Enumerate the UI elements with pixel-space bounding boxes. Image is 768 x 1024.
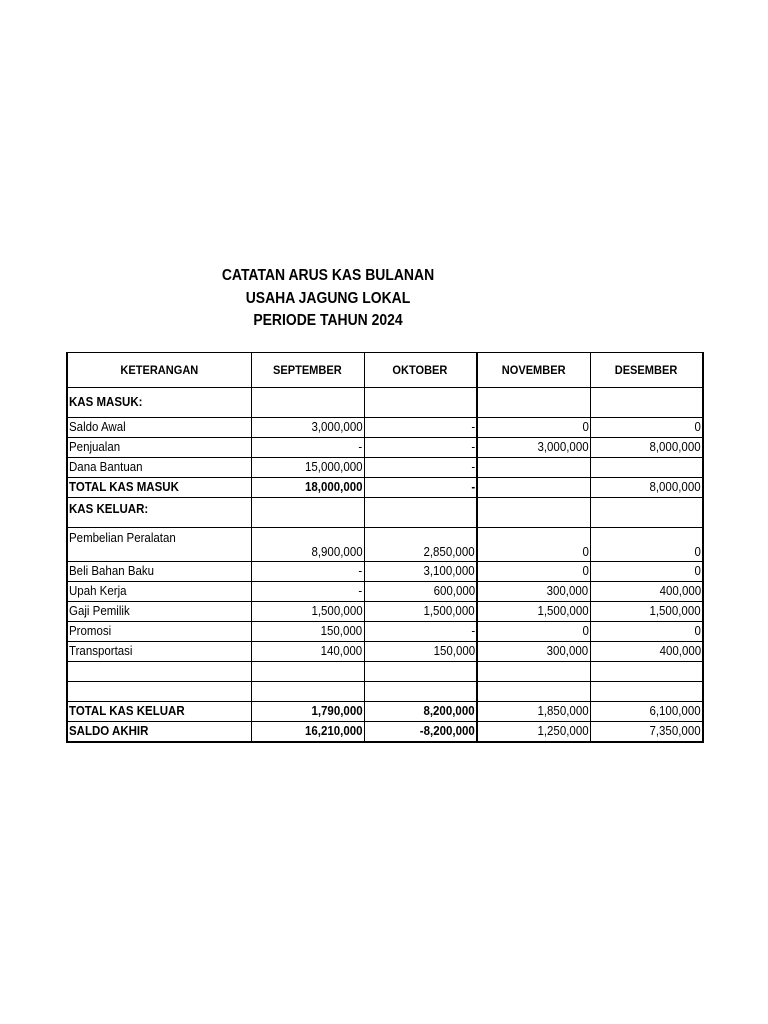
cell-value: 8,200,000 <box>364 702 477 722</box>
cell-value: 400,000 <box>590 642 703 662</box>
empty-row <box>67 682 703 702</box>
row-label: Gaji Pemilik <box>67 602 251 622</box>
section-kas-masuk <box>67 388 703 418</box>
cell-value: 0 <box>477 622 590 642</box>
cell-value: - <box>251 582 364 602</box>
cell-value: 140,000 <box>251 642 364 662</box>
cell-value: 8,900,000 <box>251 528 364 562</box>
row-label: Beli Bahan Baku <box>67 562 251 582</box>
cell-value: 1,850,000 <box>477 702 590 722</box>
cash-flow-table <box>66 352 704 743</box>
table-row <box>67 458 703 478</box>
cell-value: 16,210,000 <box>251 722 364 743</box>
row-label: Penjualan <box>67 438 251 458</box>
cell-value: 0 <box>590 622 703 642</box>
title-line-1: CATATAN ARUS KAS BULANAN <box>221 267 435 284</box>
cell-value <box>477 458 590 478</box>
section-label: KAS MASUK: <box>67 388 251 418</box>
table-row <box>67 528 703 562</box>
cell-value: - <box>364 458 477 478</box>
title-line-3: PERIODE TAHUN 2024 <box>253 312 403 329</box>
header-september: SEPTEMBER <box>251 353 364 388</box>
table-row <box>67 622 703 642</box>
section-label: KAS KELUAR: <box>67 498 251 528</box>
row-label: Saldo Awal <box>67 418 251 438</box>
row-label: TOTAL KAS MASUK <box>67 478 251 498</box>
row-label: Transportasi <box>67 642 251 662</box>
cell-value: 1,500,000 <box>590 602 703 622</box>
cell-value: - <box>364 418 477 438</box>
cell-value: 0 <box>477 562 590 582</box>
cell-value: 1,250,000 <box>477 722 590 743</box>
table-header-row <box>67 353 703 388</box>
cell-value: - <box>364 478 477 498</box>
cell-value: 300,000 <box>477 642 590 662</box>
total-kas-keluar-row <box>67 702 703 722</box>
cell-value <box>590 458 703 478</box>
cell-value: - <box>251 562 364 582</box>
cell-value: - <box>364 622 477 642</box>
cell-value: 400,000 <box>590 582 703 602</box>
cell-value <box>477 478 590 498</box>
cell-value: 18,000,000 <box>251 478 364 498</box>
cell-value: 0 <box>590 562 703 582</box>
cell-value: 3,000,000 <box>477 438 590 458</box>
cell-value: 2,850,000 <box>364 528 477 562</box>
cell-value: 6,100,000 <box>590 702 703 722</box>
table-row <box>67 438 703 458</box>
cell-value: 150,000 <box>364 642 477 662</box>
header-keterangan: KETERANGAN <box>67 353 251 388</box>
cell-value: 3,000,000 <box>251 418 364 438</box>
title-line-2: USAHA JAGUNG LOKAL <box>245 289 411 307</box>
cell-value: 7,350,000 <box>590 722 703 743</box>
row-label: Dana Bantuan <box>67 458 251 478</box>
row-label: SALDO AKHIR <box>67 722 251 743</box>
empty-row <box>67 662 703 682</box>
header-oktober: OKTOBER <box>364 353 477 388</box>
header-november: NOVEMBER <box>477 353 590 388</box>
document-title <box>92 265 564 333</box>
row-label: TOTAL KAS KELUAR <box>67 702 251 722</box>
cell-value: 0 <box>477 418 590 438</box>
row-label: Promosi <box>67 622 251 642</box>
cell-value: 1,500,000 <box>251 602 364 622</box>
table-row <box>67 418 703 438</box>
cell-value: 3,100,000 <box>364 562 477 582</box>
table-row <box>67 642 703 662</box>
total-kas-masuk-row <box>67 478 703 498</box>
cell-value: 1,790,000 <box>251 702 364 722</box>
cell-value: 0 <box>590 418 703 438</box>
cell-value: 8,000,000 <box>590 478 703 498</box>
table-row <box>67 562 703 582</box>
cell-value: - <box>364 438 477 458</box>
cell-value: 0 <box>477 528 590 562</box>
table-row <box>67 582 703 602</box>
cell-value: 0 <box>590 528 703 562</box>
table-row <box>67 602 703 622</box>
cell-value: 8,000,000 <box>590 438 703 458</box>
cell-value: - <box>251 438 364 458</box>
cell-value: 15,000,000 <box>251 458 364 478</box>
cell-value: 300,000 <box>477 582 590 602</box>
cell-value: 150,000 <box>251 622 364 642</box>
cell-value: 600,000 <box>364 582 477 602</box>
cell-value: 1,500,000 <box>477 602 590 622</box>
saldo-akhir-row <box>67 722 703 743</box>
header-desember: DESEMBER <box>590 353 703 388</box>
cell-value: 1,500,000 <box>364 602 477 622</box>
row-label: Upah Kerja <box>67 582 251 602</box>
section-kas-keluar <box>67 498 703 528</box>
row-label: Pembelian Peralatan <box>67 528 251 562</box>
cell-value: -8,200,000 <box>364 722 477 743</box>
